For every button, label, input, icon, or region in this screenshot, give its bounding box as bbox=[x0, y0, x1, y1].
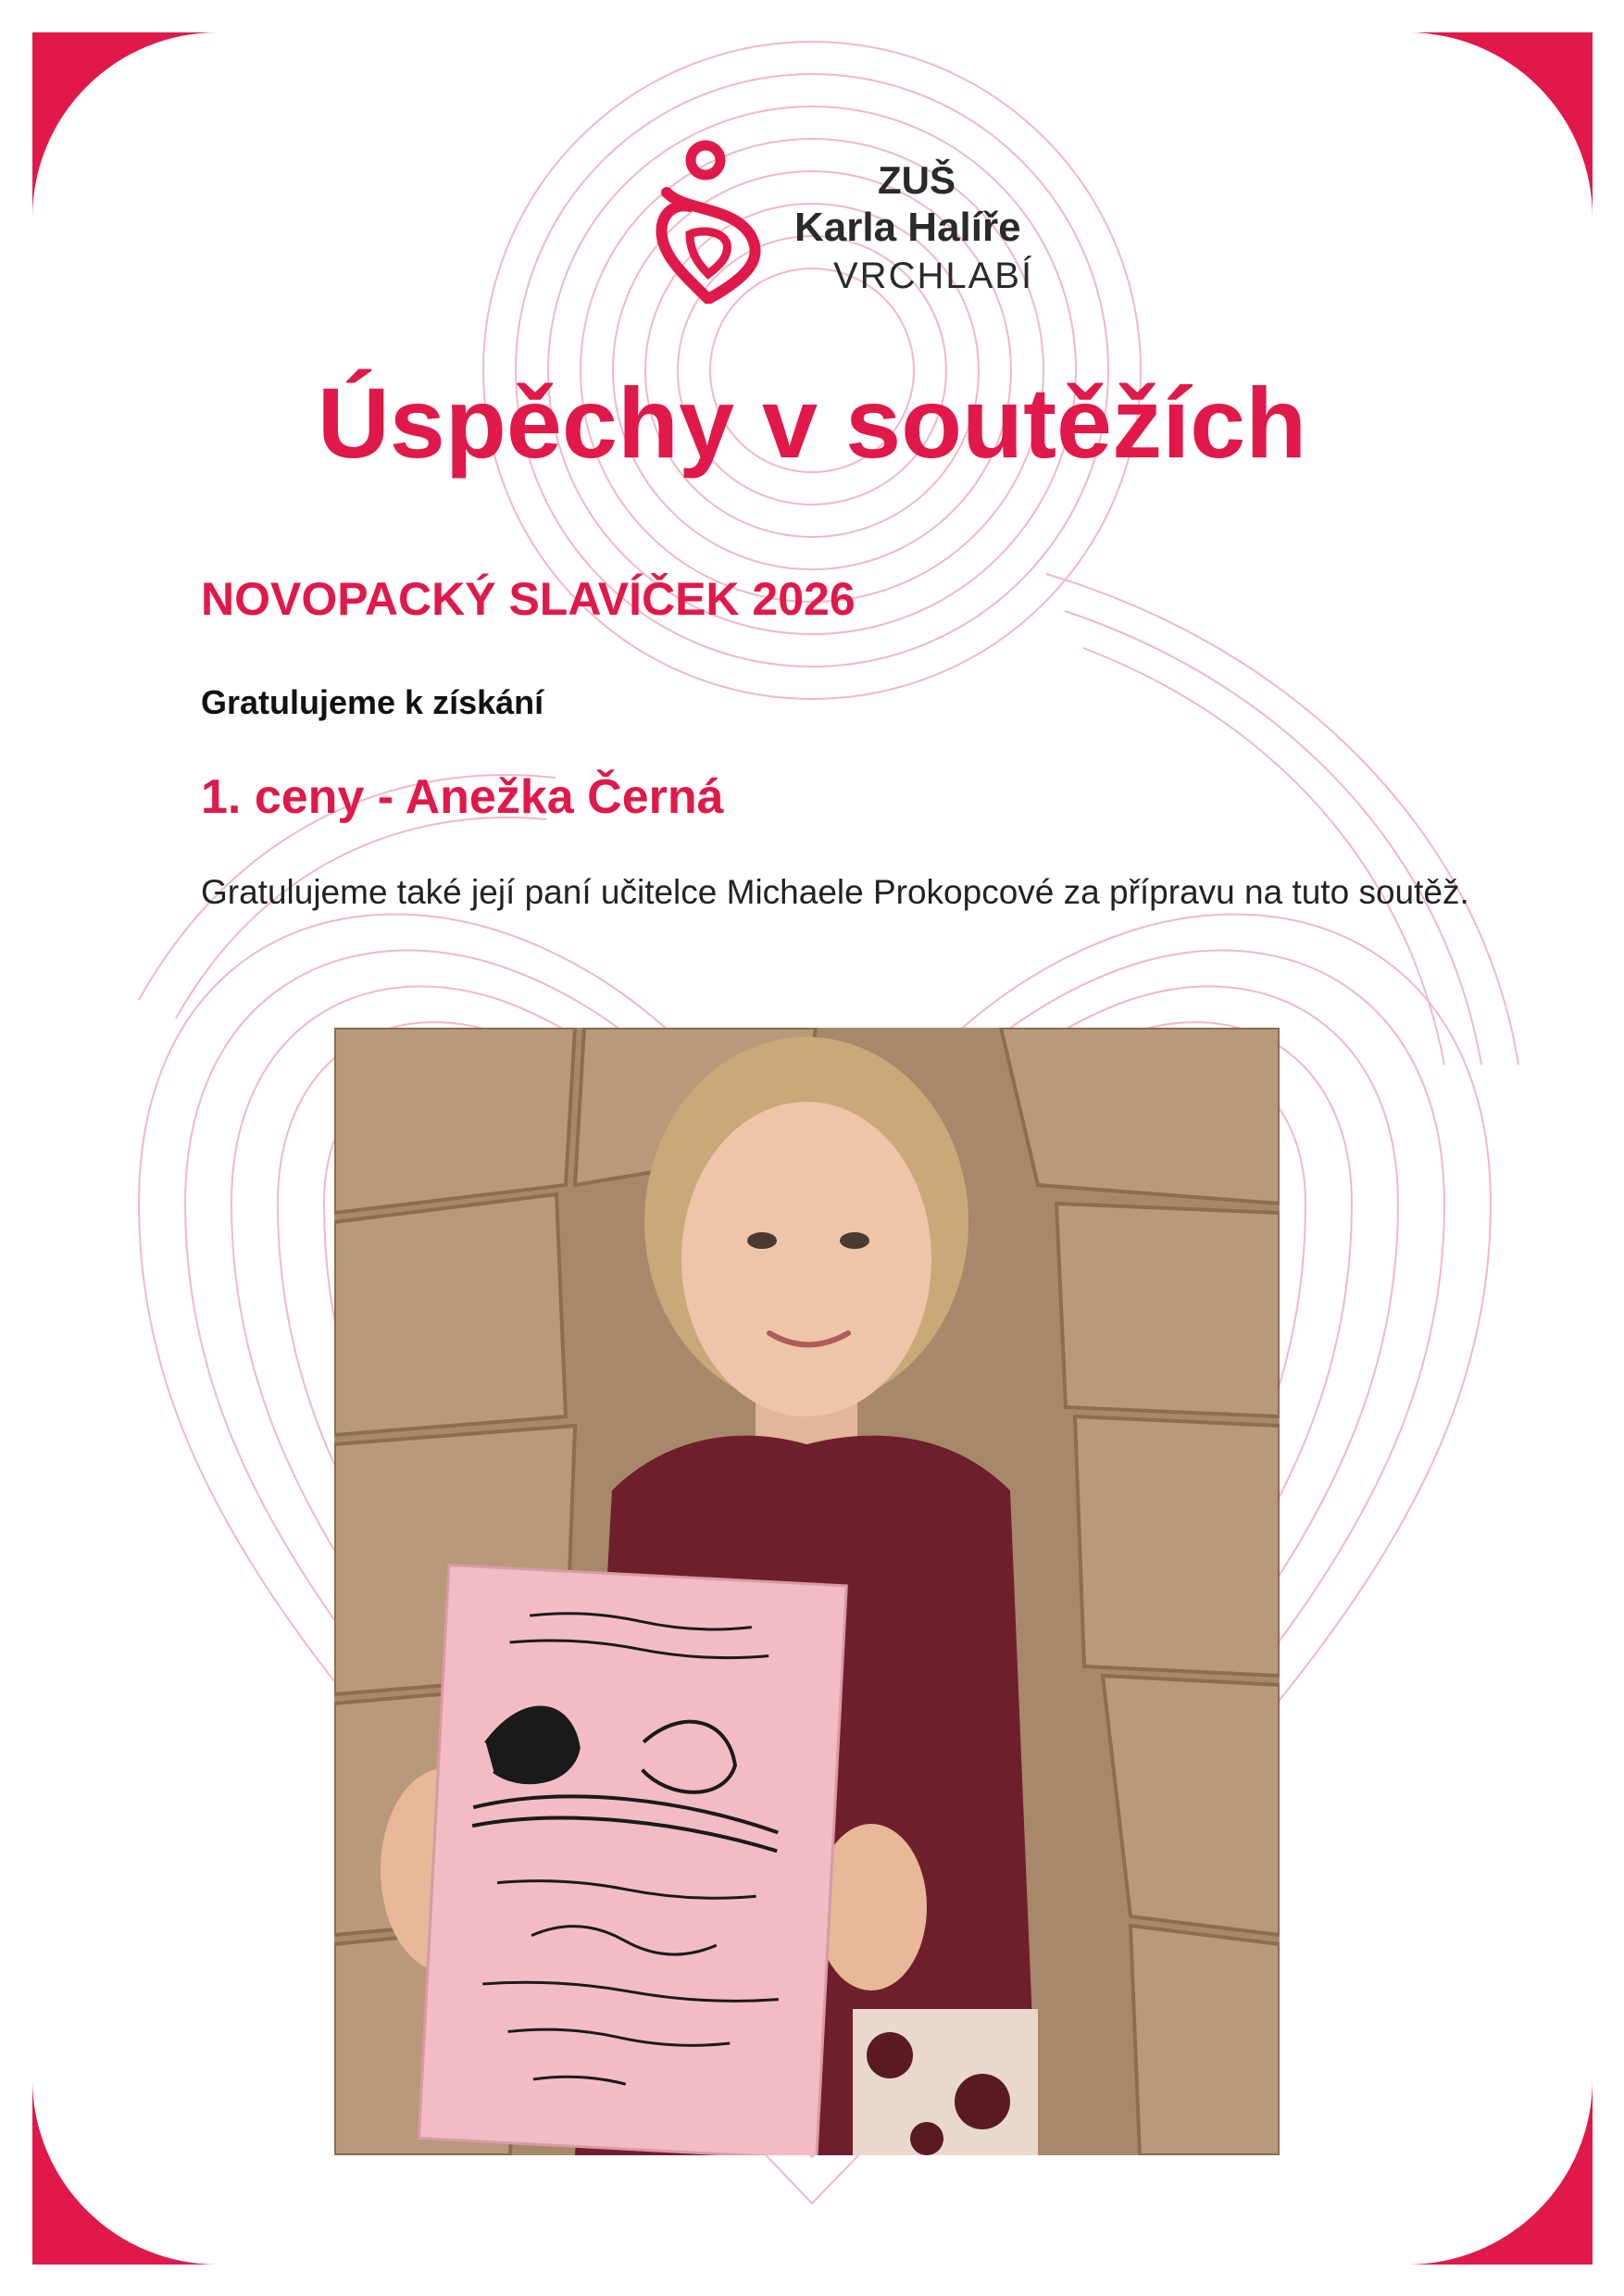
logo-text bbox=[794, 157, 1033, 300]
school-logo bbox=[648, 137, 1056, 313]
logo-line-zus: ZUŠ bbox=[878, 158, 956, 202]
corner-ornament-top-right bbox=[1407, 32, 1593, 218]
teacher-thanks: Gratulujeme také její paní učitelce Michaele Prokopcové za přípravu na tuto soutěž. bbox=[201, 873, 1469, 911]
winner-photo bbox=[334, 1028, 1280, 2155]
corner-ornament-bottom-left bbox=[32, 2079, 218, 2265]
congratulation-intro: Gratulujeme k získání bbox=[201, 683, 544, 721]
award-winner: 1. ceny - Anežka Černá bbox=[201, 770, 724, 824]
corner-ornament-top-left bbox=[32, 32, 218, 218]
corner-ornament-bottom-right bbox=[1407, 2079, 1593, 2265]
logo-line-name: Karla Halíře bbox=[794, 205, 1021, 250]
logo-mark-icon bbox=[648, 137, 768, 304]
logo-line-city: VRCHLABÍ bbox=[833, 256, 1034, 296]
page-title: Úspěchy v soutěžích bbox=[317, 367, 1307, 479]
competition-name: NOVOPACKÝ SLAVÍČEK 2026 bbox=[201, 573, 856, 625]
